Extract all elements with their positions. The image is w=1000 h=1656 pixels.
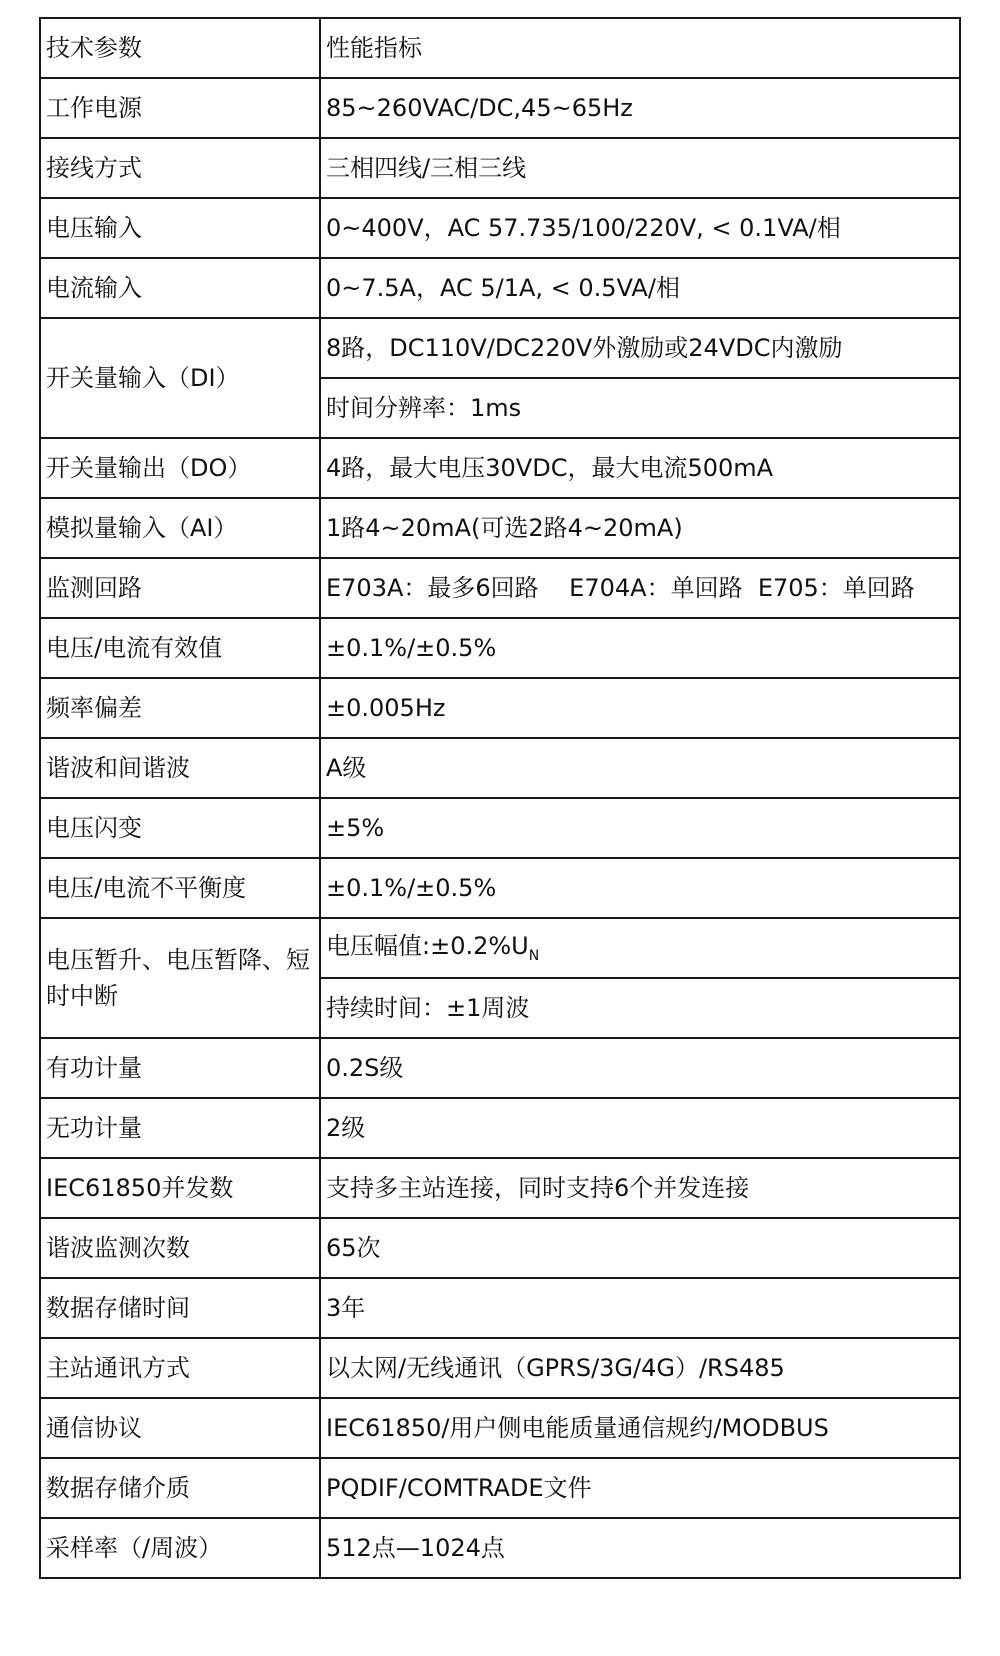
value-cell: 65次 — [320, 1218, 960, 1278]
param-cell: 监测回路 — [40, 558, 320, 618]
table-row — [40, 918, 960, 978]
value-cell: 512点—1024点 — [320, 1518, 960, 1578]
table-row — [40, 198, 960, 258]
table-row — [40, 798, 960, 858]
table-row — [40, 438, 960, 498]
value-cell: 0.2S级 — [320, 1038, 960, 1098]
param-cell: 开关量输出（DO） — [40, 438, 320, 498]
table-row — [40, 1218, 960, 1278]
header-param: 技术参数 — [40, 18, 320, 78]
param-cell: 工作电源 — [40, 78, 320, 138]
param-cell: 电压/电流有效值 — [40, 618, 320, 678]
param-cell: 电压闪变 — [40, 798, 320, 858]
param-cell: 通信协议 — [40, 1398, 320, 1458]
param-cell: 开关量输入（DI） — [40, 318, 320, 438]
value-cell: ±0.005Hz — [320, 678, 960, 738]
value-cell: 2级 — [320, 1098, 960, 1158]
param-cell: 接线方式 — [40, 138, 320, 198]
value-cell: 0~400V，AC 57.735/100/220V, < 0.1VA/相 — [320, 198, 960, 258]
subscript-n: N — [528, 948, 540, 964]
param-cell: 模拟量输入（AI） — [40, 498, 320, 558]
param-cell: 频率偏差 — [40, 678, 320, 738]
value-cell: 时间分辨率：1ms — [320, 378, 960, 438]
table-row — [40, 1278, 960, 1338]
param-cell: 谐波和间谐波 — [40, 738, 320, 798]
param-cell: 电压输入 — [40, 198, 320, 258]
param-cell: 主站通讯方式 — [40, 1338, 320, 1398]
table-row — [40, 138, 960, 198]
param-cell: 电流输入 — [40, 258, 320, 318]
table-row — [40, 858, 960, 918]
param-cell: 有功计量 — [40, 1038, 320, 1098]
value-cell — [320, 918, 960, 978]
param-cell: 无功计量 — [40, 1098, 320, 1158]
table-row — [40, 1338, 960, 1398]
param-cell: 电压/电流不平衡度 — [40, 858, 320, 918]
value-cell: 持续时间：±1周波 — [320, 978, 960, 1038]
table-row — [40, 618, 960, 678]
value-cell: 支持多主站连接，同时支持6个并发连接 — [320, 1158, 960, 1218]
value-cell: ±5% — [320, 798, 960, 858]
param-cell: 数据存储时间 — [40, 1278, 320, 1338]
table-row — [40, 1038, 960, 1098]
value-cell: 4路，最大电压30VDC，最大电流500mA — [320, 438, 960, 498]
value-cell: 1路4~20mA(可选2路4~20mA) — [320, 498, 960, 558]
table-row — [40, 1398, 960, 1458]
value-cell: E703A：最多6回路 E704A：单回路 E705：单回路 — [320, 558, 960, 618]
value-cell: ±0.1%/±0.5% — [320, 858, 960, 918]
param-cell: 电压暂升、电压暂降、短时中断 — [40, 918, 320, 1038]
table-row — [40, 258, 960, 318]
value-cell: 以太网/无线通讯（GPRS/3G/4G）/RS485 — [320, 1338, 960, 1398]
table-row — [40, 558, 960, 618]
value-cell: IEC61850/用户侧电能质量通信规约/MODBUS — [320, 1398, 960, 1458]
param-cell: IEC61850并发数 — [40, 1158, 320, 1218]
value-cell: PQDIF/COMTRADE文件 — [320, 1458, 960, 1518]
value-text: 电压幅值:±0.2%U — [326, 932, 529, 960]
table-row — [40, 1158, 960, 1218]
value-cell: ±0.1%/±0.5% — [320, 618, 960, 678]
value-cell: 0~7.5A，AC 5/1A, < 0.5VA/相 — [320, 258, 960, 318]
value-cell: 3年 — [320, 1278, 960, 1338]
value-cell: 8路，DC110V/DC220V外激励或24VDC内激励 — [320, 318, 960, 378]
table-row — [40, 738, 960, 798]
table-header-row — [40, 18, 960, 78]
table-row — [40, 78, 960, 138]
param-cell: 数据存储介质 — [40, 1458, 320, 1518]
value-cell: 三相四线/三相三线 — [320, 138, 960, 198]
table-row — [40, 1518, 960, 1578]
table-row — [40, 498, 960, 558]
spec-table — [39, 17, 961, 1579]
header-value: 性能指标 — [320, 18, 960, 78]
table-row — [40, 318, 960, 378]
param-cell: 谐波监测次数 — [40, 1218, 320, 1278]
value-cell: 85~260VAC/DC,45~65Hz — [320, 78, 960, 138]
param-cell: 采样率（/周波） — [40, 1518, 320, 1578]
table-row — [40, 1458, 960, 1518]
table-row — [40, 678, 960, 738]
table-row — [40, 1098, 960, 1158]
value-cell: A级 — [320, 738, 960, 798]
